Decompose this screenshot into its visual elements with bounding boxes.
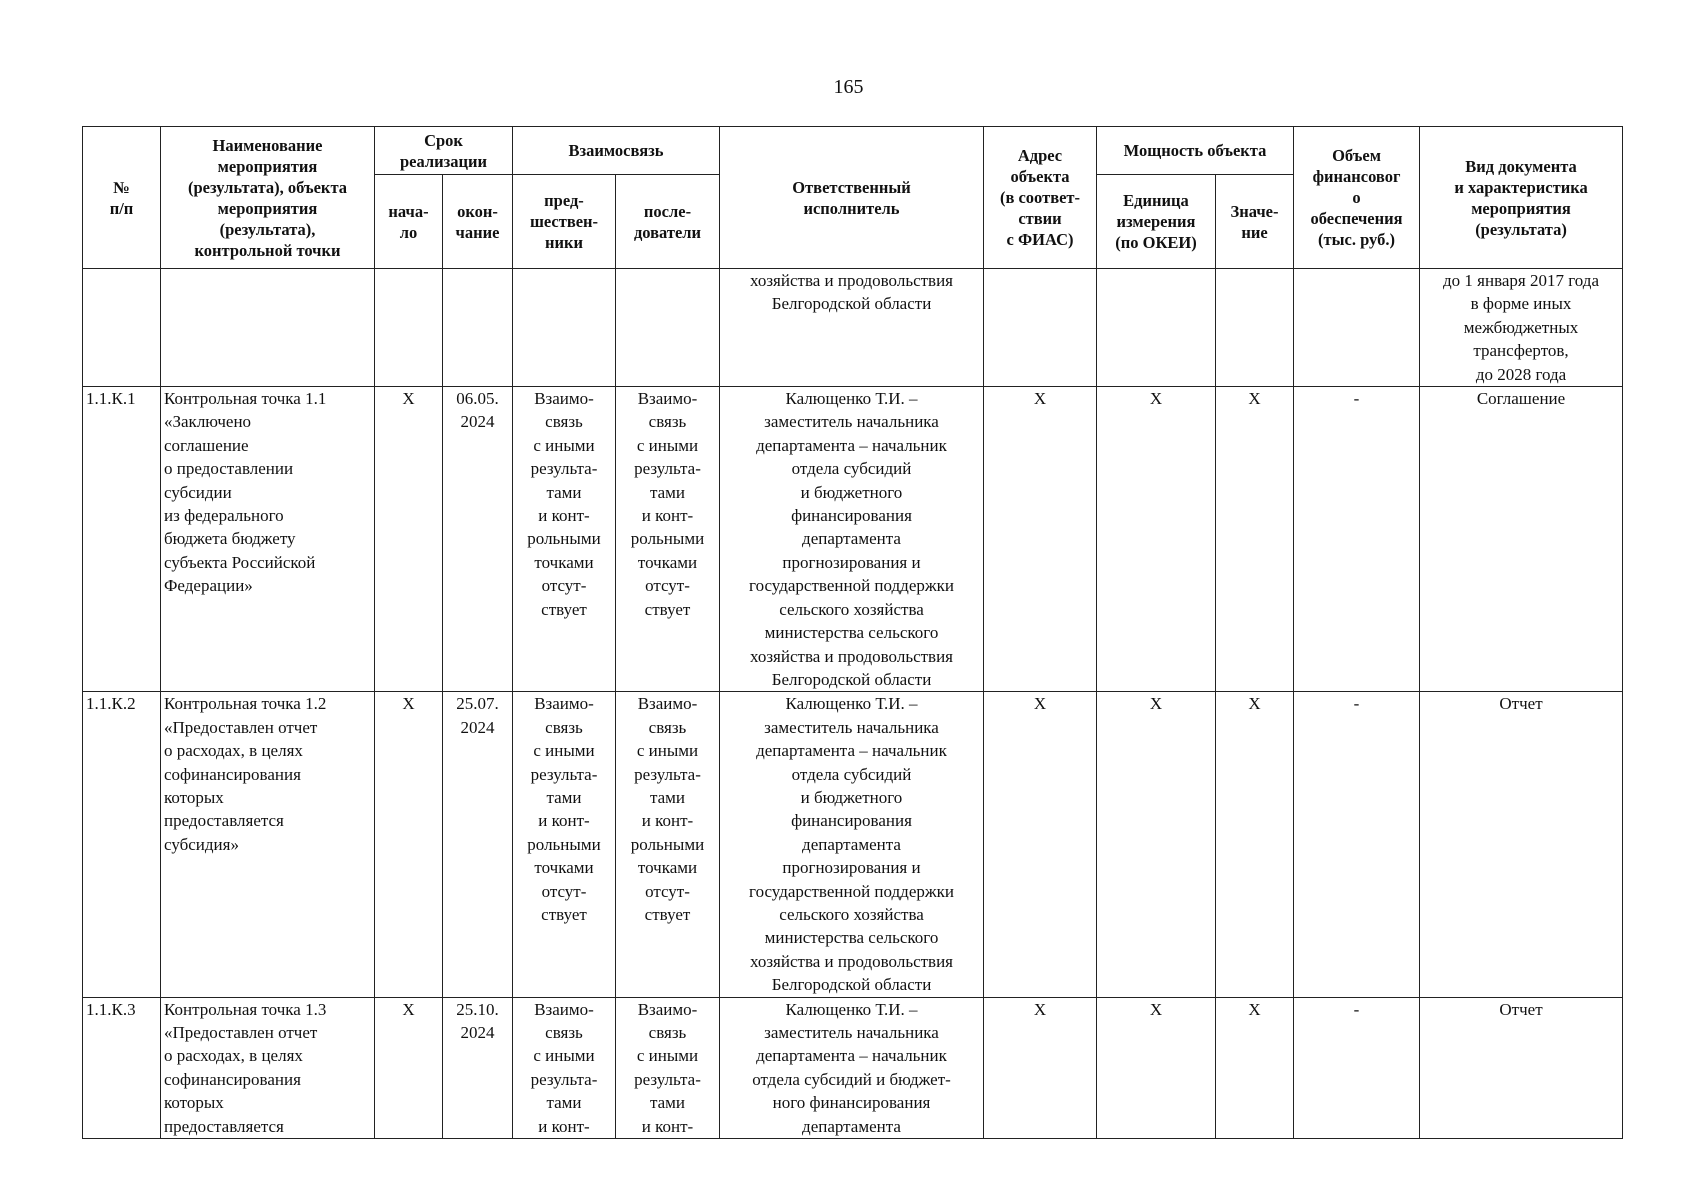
cell-address: Х: [984, 387, 1097, 692]
table-row: [83, 387, 1623, 692]
cell-start: Х: [375, 997, 443, 1138]
cell-value: Х: [1216, 692, 1294, 997]
cell-finance: -: [1294, 387, 1420, 692]
header-term: Срок реализации: [375, 127, 513, 175]
header-doc: Вид документа и характеристика мероприятия (результата): [1420, 127, 1623, 269]
cell-value: [1216, 269, 1294, 387]
cell-end: 06.05. 2024: [443, 387, 513, 692]
cell-finance: -: [1294, 692, 1420, 997]
cell-value: Х: [1216, 997, 1294, 1138]
table-row: [83, 997, 1623, 1138]
header-capacity: Мощность объекта: [1097, 127, 1294, 175]
cell-num: [83, 269, 161, 387]
cell-end: [443, 269, 513, 387]
header-value: Значе- ние: [1216, 175, 1294, 269]
cell-next: [616, 269, 720, 387]
cell-num: 1.1.К.2: [83, 692, 161, 997]
cell-value: Х: [1216, 387, 1294, 692]
header-term-start: нача- ло: [375, 175, 443, 269]
cell-finance: [1294, 269, 1420, 387]
header-num: № п/п: [83, 127, 161, 269]
cell-name: [161, 269, 375, 387]
table-row: [83, 692, 1623, 997]
cell-address: Х: [984, 997, 1097, 1138]
cell-responsible: Калющенко Т.И. – заместитель начальника департамента – начальник отдела субсидий и бюджет- ного финансирования департамента: [720, 997, 984, 1138]
cell-doc: Отчет: [1420, 692, 1623, 997]
measures-table: [82, 126, 1623, 1139]
cell-doc: Отчет: [1420, 997, 1623, 1138]
cell-start: [375, 269, 443, 387]
header-address: Адрес объекта (в соответ- ствии с ФИАС): [984, 127, 1097, 269]
header-link: Взаимосвязь: [513, 127, 720, 175]
header-term-end: окон- чание: [443, 175, 513, 269]
cell-responsible: Калющенко Т.И. – заместитель начальника департамента – начальник отдела субсидий и бюджетного финансирования департамента прогнозирования и государственной поддержки сельского хозяйства министерства сельского хозяйства и продовольствия Белгородской области: [720, 692, 984, 997]
cell-address: Х: [984, 692, 1097, 997]
header-link-prev: пред- шествен- ники: [513, 175, 616, 269]
cell-finance: -: [1294, 997, 1420, 1138]
header-responsible: Ответственный исполнитель: [720, 127, 984, 269]
cell-start: Х: [375, 692, 443, 997]
cell-next: Взаимо- связь с иными результа- тами и конт- рольными точками отсут- ствует: [616, 387, 720, 692]
cell-address: [984, 269, 1097, 387]
cell-prev: Взаимо- связь с иными результа- тами и конт-: [513, 997, 616, 1138]
cell-num: 1.1.К.3: [83, 997, 161, 1138]
cell-prev: Взаимо- связь с иными результа- тами и конт- рольными точками отсут- ствует: [513, 387, 616, 692]
cell-doc: до 1 января 2017 года в форме иных межбюджетных трансфертов, до 2028 года: [1420, 269, 1623, 387]
cell-end: 25.10. 2024: [443, 997, 513, 1138]
cell-responsible: хозяйства и продовольствия Белгородской области: [720, 269, 984, 387]
cell-next: Взаимо- связь с иными результа- тами и конт- рольными точками отсут- ствует: [616, 692, 720, 997]
cell-num: 1.1.К.1: [83, 387, 161, 692]
cell-name: Контрольная точка 1.1 «Заключено соглашение о предоставлении субсидии из федерального бюджета бюджету субъекта Российской Федерации»: [161, 387, 375, 692]
cell-unit: Х: [1097, 692, 1216, 997]
cell-prev: Взаимо- связь с иными результа- тами и конт- рольными точками отсут- ствует: [513, 692, 616, 997]
cell-responsible: Калющенко Т.И. – заместитель начальника департамента – начальник отдела субсидий и бюджетного финансирования департамента прогнозирования и государственной поддержки сельского хозяйства министерства сельского хозяйства и продовольствия Белгородской области: [720, 387, 984, 692]
table-row: [83, 269, 1623, 387]
cell-start: Х: [375, 387, 443, 692]
cell-prev: [513, 269, 616, 387]
cell-next: Взаимо- связь с иными результа- тами и конт-: [616, 997, 720, 1138]
cell-unit: [1097, 269, 1216, 387]
cell-name: Контрольная точка 1.2 «Предоставлен отчет о расходах, в целях софинансирования которых предоставляется субсидия»: [161, 692, 375, 997]
cell-unit: Х: [1097, 387, 1216, 692]
header-unit: Единица измерения (по ОКЕИ): [1097, 175, 1216, 269]
header-link-next: после- дователи: [616, 175, 720, 269]
page-number: 165: [833, 76, 864, 98]
cell-end: 25.07. 2024: [443, 692, 513, 997]
header-finance: Объем финансовог о обеспечения (тыс. руб.): [1294, 127, 1420, 269]
cell-name: Контрольная точка 1.3 «Предоставлен отчет о расходах, в целях софинансирования которых предоставляется: [161, 997, 375, 1138]
cell-unit: Х: [1097, 997, 1216, 1138]
header-name: Наименование мероприятия (результата), объекта мероприятия (результата), контрольной точки: [161, 127, 375, 269]
cell-doc: Соглашение: [1420, 387, 1623, 692]
